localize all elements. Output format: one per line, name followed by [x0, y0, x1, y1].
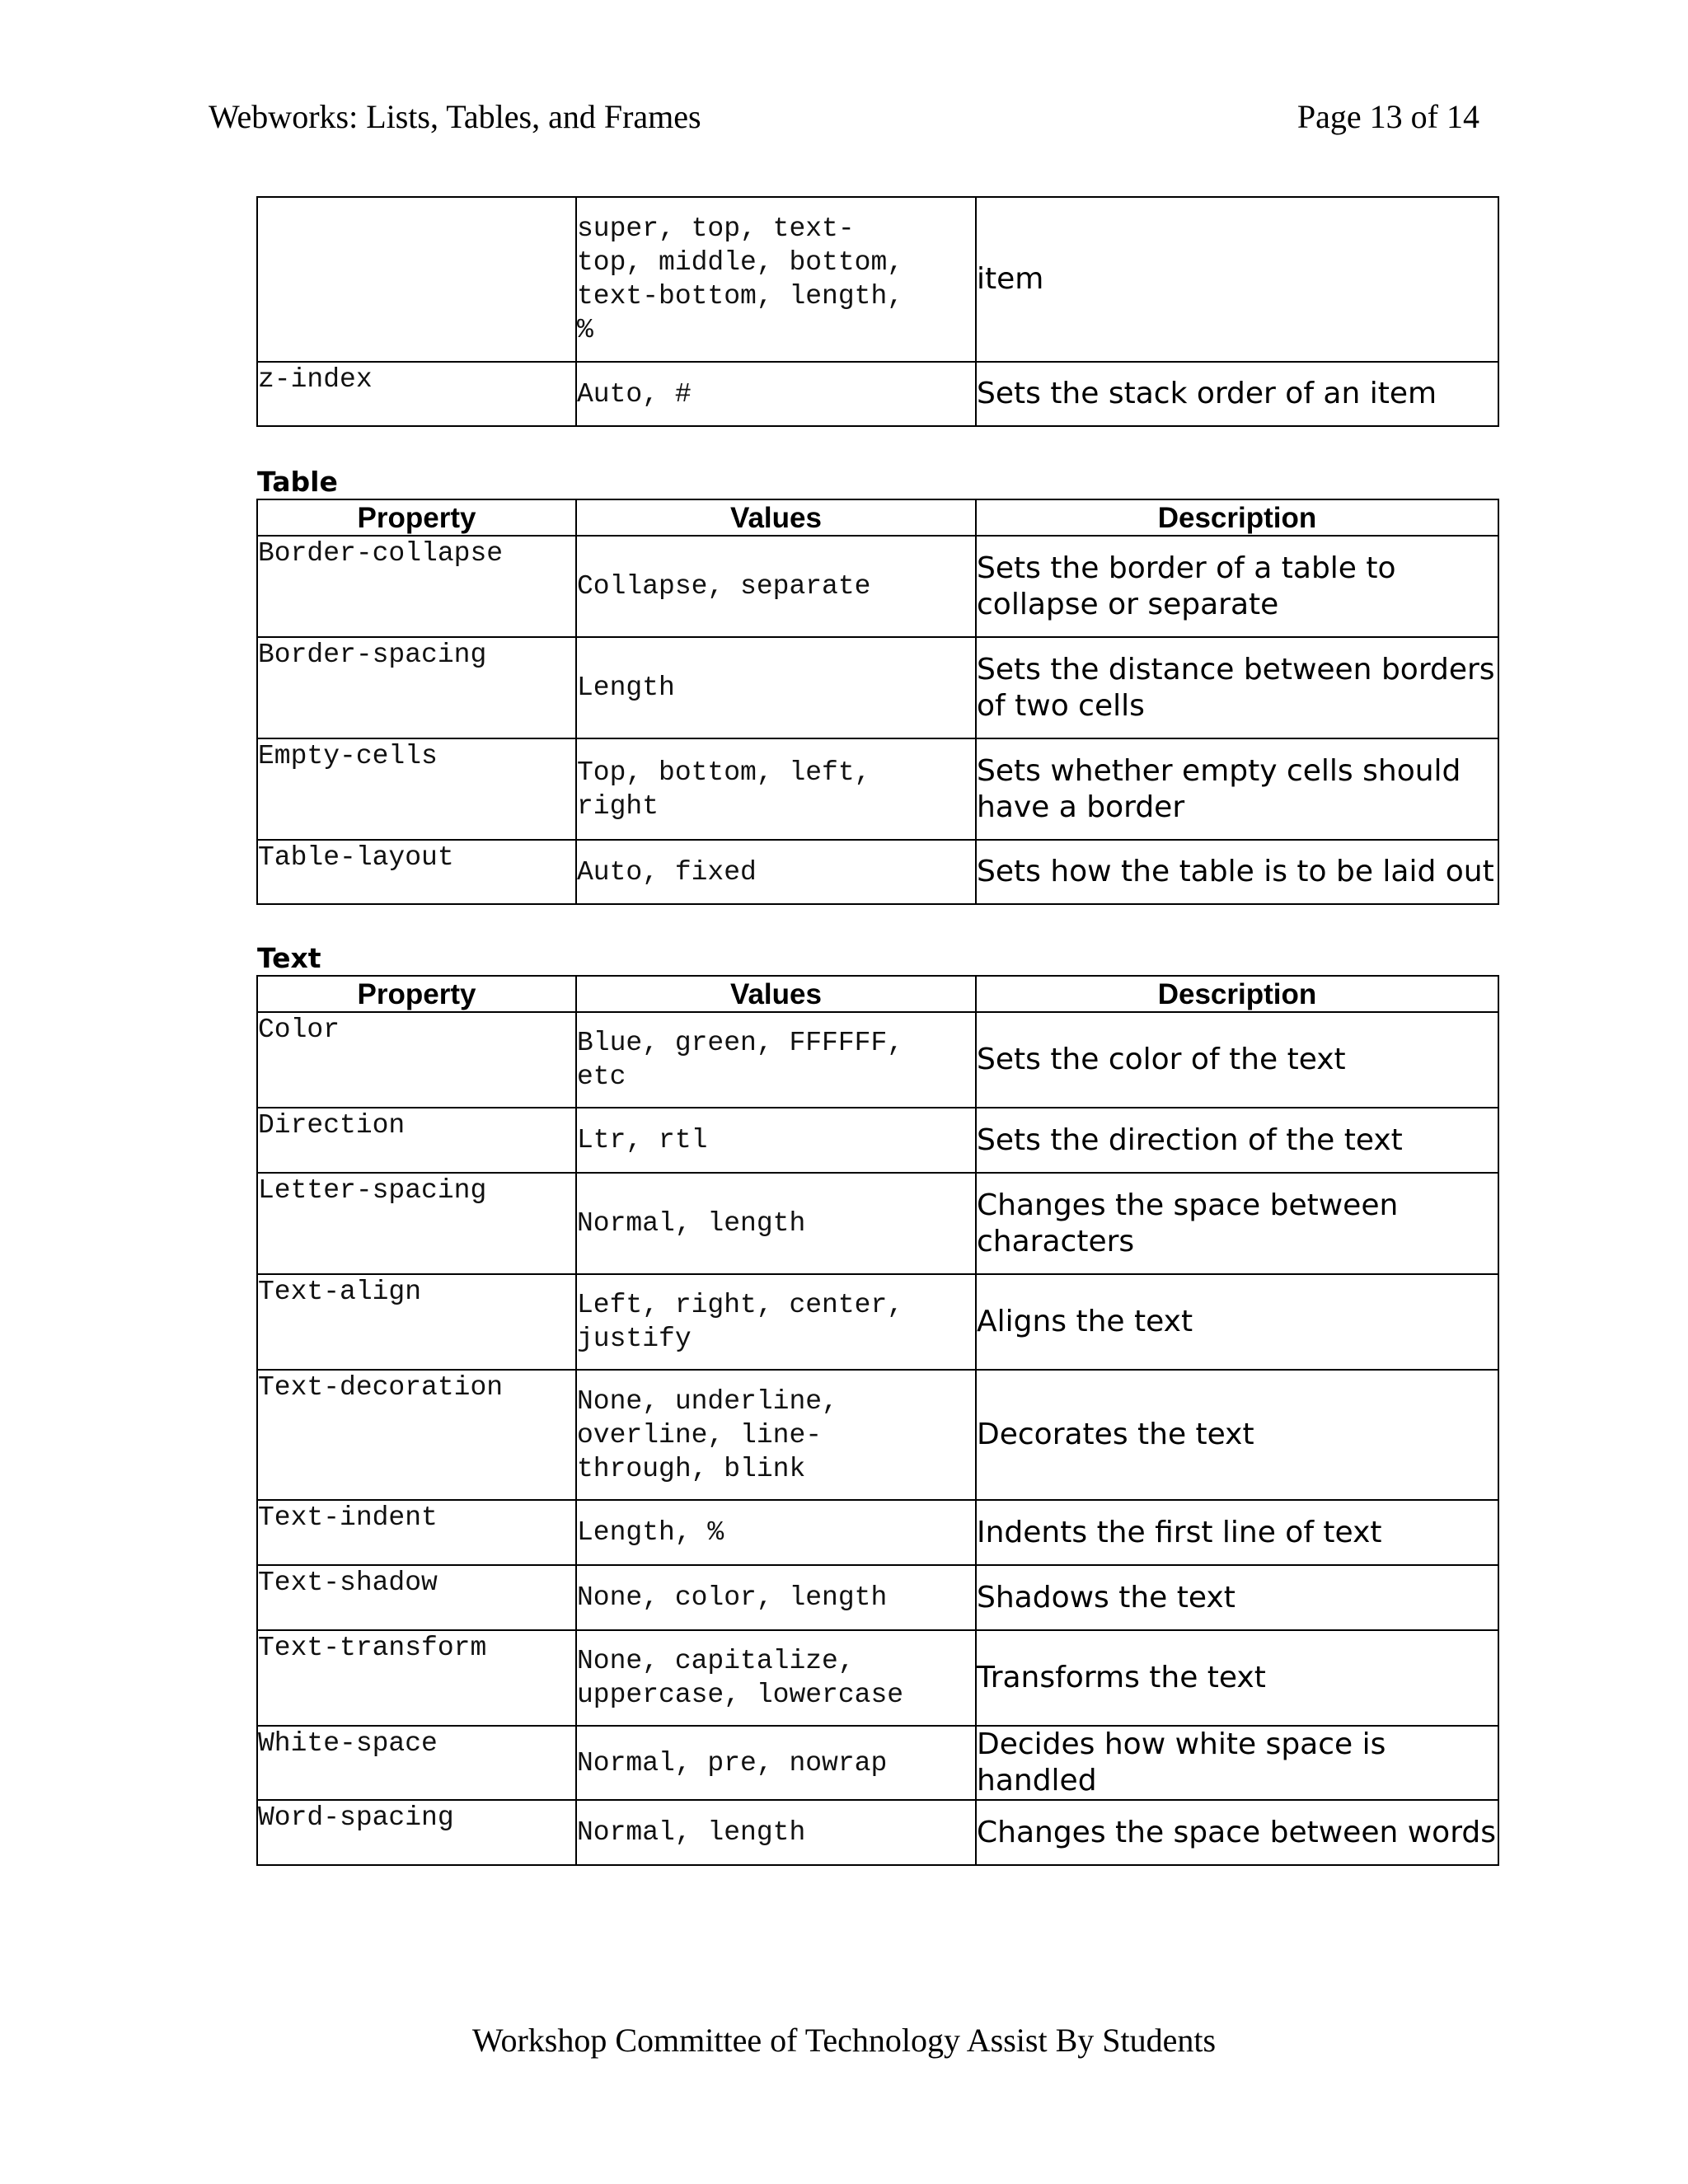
property-cell: Text-align — [257, 1274, 576, 1370]
table-row — [257, 1173, 1498, 1274]
values-cell: None, color, length — [576, 1565, 976, 1630]
description-cell: Decorates the text — [976, 1370, 1498, 1500]
description-cell: item — [976, 197, 1498, 362]
description-cell: Indents the first line of text — [976, 1500, 1498, 1565]
values-cell: Normal, pre, nowrap — [576, 1726, 976, 1800]
page-footer: Workshop Committee of Technology Assist By Students — [471, 2022, 1217, 2059]
values-cell: Left, right, center, justify — [576, 1274, 976, 1370]
column-header-property: Property — [257, 499, 576, 536]
values-cell: Auto, fixed — [576, 840, 976, 904]
property-cell — [257, 197, 576, 362]
table-properties-table — [256, 499, 1499, 905]
values-cell: Top, bottom, left, right — [576, 738, 976, 840]
property-cell: Table-layout — [257, 840, 576, 904]
table-row — [257, 1370, 1498, 1500]
description-cell: Changes the space between words — [976, 1800, 1498, 1865]
values-cell: Normal, length — [576, 1800, 976, 1865]
positioning-table-continuation — [256, 196, 1499, 427]
table-row — [257, 1012, 1498, 1108]
table-row — [257, 536, 1498, 637]
description-cell: Sets the stack order of an item — [976, 362, 1498, 426]
column-header-values: Values — [576, 499, 976, 536]
description-cell: Decides how white space is handled — [976, 1726, 1498, 1800]
text-properties-table — [256, 975, 1499, 1866]
property-cell: Text-decoration — [257, 1370, 576, 1500]
property-cell: Letter-spacing — [257, 1173, 576, 1274]
description-cell: Transforms the text — [976, 1630, 1498, 1726]
description-cell: Sets the color of the text — [976, 1012, 1498, 1108]
table-row — [257, 1274, 1498, 1370]
property-cell: Border-collapse — [257, 536, 576, 637]
header-row — [257, 976, 1498, 1012]
table-row — [257, 637, 1498, 738]
values-cell: Normal, length — [576, 1173, 976, 1274]
property-cell: Text-transform — [257, 1630, 576, 1726]
column-header-description: Description — [976, 976, 1498, 1012]
header-row — [257, 499, 1498, 536]
property-cell: z-index — [257, 362, 576, 426]
table-row — [257, 1800, 1498, 1865]
header-title: Webworks: Lists, Tables, and Frames — [209, 98, 701, 135]
property-cell: Color — [257, 1012, 576, 1108]
section-caption-table: Table — [257, 466, 338, 498]
values-cell: super, top, text- top, middle, bottom, text-bottom, length, % — [576, 197, 976, 362]
table-row — [257, 1565, 1498, 1630]
values-cell: Auto, # — [576, 362, 976, 426]
values-cell: Ltr, rtl — [576, 1108, 976, 1173]
table-row — [257, 840, 1498, 904]
property-cell: Word-spacing — [257, 1800, 576, 1865]
property-cell: White-space — [257, 1726, 576, 1800]
column-header-property: Property — [257, 976, 576, 1012]
values-cell: Length, % — [576, 1500, 976, 1565]
property-cell: Direction — [257, 1108, 576, 1173]
description-cell: Sets the border of a table to collapse or separate — [976, 536, 1498, 637]
description-cell: Sets how the table is to be laid out — [976, 840, 1498, 904]
values-cell: None, capitalize, uppercase, lowercase — [576, 1630, 976, 1726]
column-header-values: Values — [576, 976, 976, 1012]
description-cell: Aligns the text — [976, 1274, 1498, 1370]
values-cell: None, underline, overline, line- through, blink — [576, 1370, 976, 1500]
table-row — [257, 738, 1498, 840]
property-cell: Empty-cells — [257, 738, 576, 840]
column-header-description: Description — [976, 499, 1498, 536]
table-row — [257, 197, 1498, 362]
section-caption-text: Text — [257, 942, 321, 974]
table-row — [257, 1630, 1498, 1726]
values-cell: Blue, green, FFFFFF, etc — [576, 1012, 976, 1108]
page-number: Page 13 of 14 — [1296, 98, 1479, 135]
table-row — [257, 1108, 1498, 1173]
description-cell: Shadows the text — [976, 1565, 1498, 1630]
table-row — [257, 1726, 1498, 1800]
description-cell: Sets whether empty cells should have a border — [976, 738, 1498, 840]
property-cell: Text-indent — [257, 1500, 576, 1565]
description-cell: Sets the distance between borders of two cells — [976, 637, 1498, 738]
property-cell: Border-spacing — [257, 637, 576, 738]
description-cell: Changes the space between characters — [976, 1173, 1498, 1274]
values-cell: Length — [576, 637, 976, 738]
values-cell: Collapse, separate — [576, 536, 976, 637]
description-cell: Sets the direction of the text — [976, 1108, 1498, 1173]
table-row — [257, 1500, 1498, 1565]
table-row — [257, 362, 1498, 426]
property-cell: Text-shadow — [257, 1565, 576, 1630]
